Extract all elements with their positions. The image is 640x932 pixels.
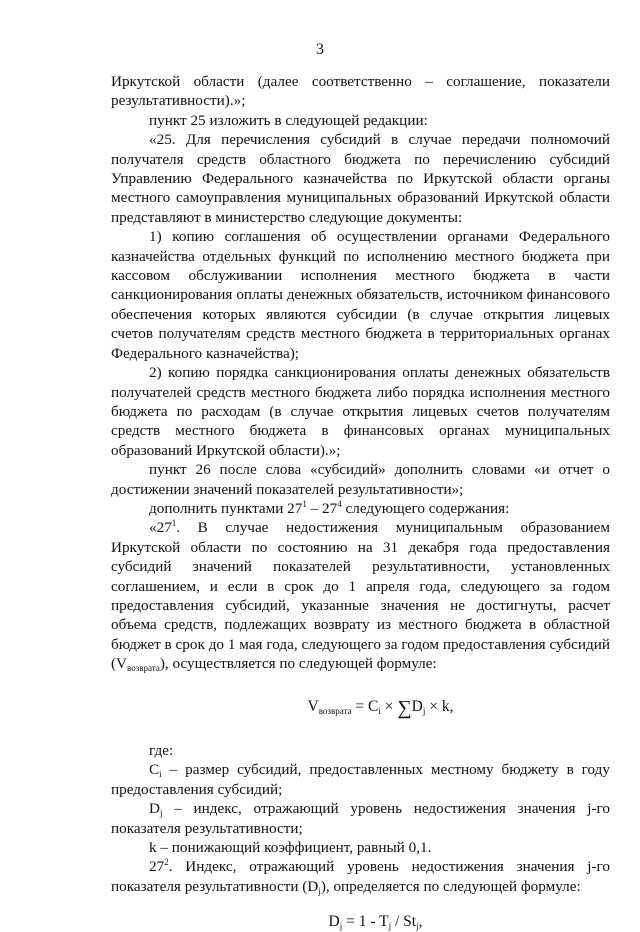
formula-term: / St bbox=[391, 913, 417, 931]
formula-refund-volume bbox=[151, 697, 610, 718]
subscript: i bbox=[159, 769, 162, 780]
formula-index bbox=[141, 912, 610, 931]
formula-term: = C bbox=[351, 697, 379, 715]
paragraph-supplement bbox=[111, 499, 610, 518]
text-run: «27 bbox=[149, 519, 172, 537]
formula-term: D bbox=[328, 913, 340, 931]
subscript: возврата bbox=[127, 663, 160, 674]
paragraph-point-26: пункт 26 после слова «субсидий» дополнить словами «и отчет о достижении значений показателей результативности»; bbox=[111, 461, 610, 498]
text-run: ), осуществляется по следующей формуле: bbox=[159, 655, 437, 673]
formula-term: = 1 - T bbox=[342, 913, 389, 931]
superscript: 1 bbox=[171, 518, 177, 529]
paragraph-point-25-intro: пункт 25 изложить в следующей редакции: bbox=[149, 111, 428, 129]
paragraph-item-1: 1) копию соглашения об осуществлении органами Федерального казначейства отдельных функций по исполнению местного бюджета при кассовом обслуживании исполнения местного бюджета в части санкционирования оплаты денежных обязательств, источником финансового обеспечения которых являются субсидии (в случае открытия лицевых счетов получателям средств местного бюджета в территориальных органах Федерального казначейства); bbox=[111, 228, 610, 362]
text-run: – размер субсидий, предоставленных местному бюджету в году предоставления субсидий; bbox=[111, 761, 610, 798]
symbol: k bbox=[149, 839, 157, 857]
paragraph-point-25: «25. Для перечисления субсидий в случае передачи полномочий получателя средств областного бюджета по перечислению субсидий Управлению Федерального казначейства по Иркутской области органы местного самоуправления муниципальных образований Иркутской области представляют в министерство следующие документы: bbox=[111, 131, 610, 226]
page-number: 3 bbox=[316, 41, 324, 58]
formula-term: D bbox=[411, 697, 423, 715]
document-body bbox=[111, 72, 610, 932]
subscript: j bbox=[388, 921, 392, 932]
formula-operator: × k, bbox=[425, 697, 454, 715]
symbol: C bbox=[149, 761, 160, 779]
superscript: 2 bbox=[164, 857, 169, 868]
text-run: . В случае недостижения муниципальным образованием Иркутской области по состоянию на 31 декабря года предоставления субсидий значений показателей результативности, установленных соглашением, и если в срок до 1 апреля года, следующего за годом предоставления субсидий, указанные значения не достигнуты, расчет объема средств, подлежащих возврату из местного бюджета в областной бюджет в срок до 1 мая года, следующего за годом предоставления субсидий (V bbox=[111, 519, 610, 673]
paragraph-point-27-1 bbox=[111, 518, 610, 673]
symbol: D bbox=[149, 800, 160, 818]
text-run: дополнить пунктами 27 bbox=[149, 499, 303, 517]
text-run: ), определяется по следующей формуле: bbox=[320, 877, 581, 895]
paragraph-point-27-2 bbox=[111, 857, 610, 896]
paragraph-where: где: bbox=[149, 742, 174, 759]
definition-c bbox=[111, 760, 610, 799]
subscript: j bbox=[416, 921, 419, 932]
subscript: j bbox=[159, 808, 163, 819]
superscript: 1 bbox=[302, 498, 307, 509]
text-run: – индекс, отражающий уровень недостижения значения j-го показателя результативности; bbox=[111, 800, 610, 837]
formula-operator: × bbox=[380, 697, 398, 715]
definition-d bbox=[111, 799, 610, 838]
subscript: j bbox=[318, 885, 321, 896]
text-run: . Индекс, отражающий уровень недостижения значения j-го показателя результативности (D bbox=[111, 858, 610, 895]
subscript: j bbox=[422, 705, 426, 716]
text-run: 27 bbox=[149, 858, 165, 876]
formula-term: , bbox=[418, 913, 423, 931]
definition-k bbox=[111, 838, 610, 857]
subscript: j bbox=[339, 921, 343, 932]
paragraph-continuation: Иркутской области (далее соответственно – соглашение, показатели результативности).»; bbox=[111, 73, 610, 110]
text-run: – понижающий коэффициент, равный 0,1. bbox=[156, 839, 432, 857]
formula-term: V bbox=[307, 697, 319, 715]
subscript: i bbox=[378, 705, 381, 716]
paragraph-item-2: 2) копию порядка санкционирования оплаты денежных обязательств получателей средств местного бюджета либо порядка исполнения местного бюджета по расходам (в случае открытия лицевых счетов получателям средств местного бюджета в финансовых органах муниципальных образований Иркутской области).»; bbox=[111, 364, 610, 459]
superscript: 4 bbox=[337, 498, 342, 509]
text-run: – 27 bbox=[306, 499, 338, 517]
text-run: следующего содержания: bbox=[341, 499, 510, 517]
subscript: возврата bbox=[318, 705, 352, 716]
sum-sign: ∑ bbox=[397, 696, 412, 719]
